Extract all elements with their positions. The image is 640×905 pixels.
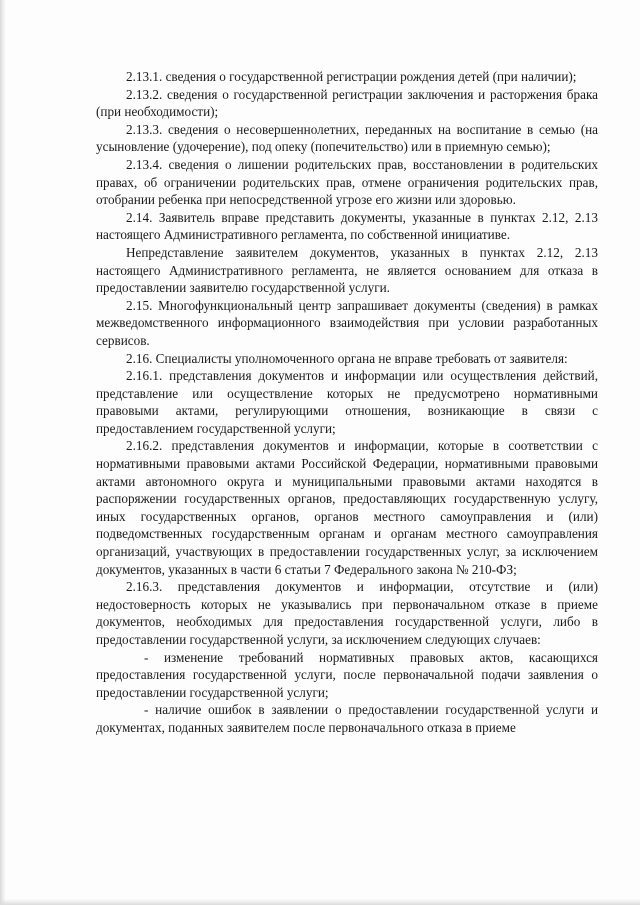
paragraph-2-13-1: 2.13.1. сведения о государственной регистрации рождения детей (при наличии); <box>126 69 577 84</box>
paragraph-2-13-4: 2.13.4. сведения о лишении родительских прав, восстановлении в родительских правах, об ограничении родительских прав, отмене ограничения родительских прав, отобрании ребенка при непосредственной угрозе его жизни или здоровью. <box>96 156 598 208</box>
paragraph-2-16-2: 2.16.2. представления документов и информации, которые в соответствии с нормативными правовыми актами Российской Федерации, нормативными правовыми актами автономного округа и муниципальными правовыми актами находятся в распоряжении государственных органов, предоставляющих государственную услугу, иных государственных органов, органов местного самоуправления и (или) подведомственных государственным органам и органам местного самоуправления организаций, участвующих в предоставлении государственных услуг, за исключением документов, указанных в части 6 статьи 7 Федерального закона № 210-ФЗ; <box>96 438 598 577</box>
scan-left-edge <box>0 0 6 905</box>
paragraph-2-16-1: 2.16.1. представления документов и информации или осуществления действий, представление или осуществление которых не предусмотрено нормативными правовыми актами, регулирующими отношения, возникающие в связи с предоставлением государственной услуги; <box>96 368 598 436</box>
scan-bottom-edge <box>0 899 640 905</box>
paragraph-2-13-3: 2.13.3. сведения о несовершеннолетних, переданных на воспитание в семью (на усыновление (удочерение), под опеку (попечительство) или в приемную семью); <box>96 121 598 155</box>
paragraph-non-submission: Непредставление заявителем документов, указанных в пунктах 2.12, 2.13 настоящего Административного регламента, не является основанием для отказа в предоставлении заявителю государственной услуги. <box>96 244 598 296</box>
paragraph-2-14: 2.14. Заявитель вправе представить документы, указанные в пунктах 2.12, 2.13 настоящего Административного регламента, по собственной инициативе. <box>96 209 598 243</box>
list-item-errors-present: - наличие ошибок в заявлении о предоставлении государственной услуги и документах, поданных заявителем после первоначального отказа в приеме <box>96 702 598 735</box>
paragraph-2-16: 2.16. Специалисты уполномоченного органа не вправе требовать от заявителя: <box>126 350 568 366</box>
paragraph-2-15: 2.15. Многофункциональный центр запрашивает документы (сведения) в рамках межведомственного информационного взаимодействия при условии разработанных сервисов. <box>96 297 598 348</box>
list-item-requirements-change: - изменение требований нормативных правовых актов, касающихся предоставления государственной услуги, после первоначальной подачи заявления о предоставлении государственной услуги; <box>96 649 598 700</box>
paragraph-2-16-3: 2.16.3. представления документов и информации, отсутствие и (или) недостоверность которых не указывались при первоначальном отказе в приеме документов, необходимых для предоставления государственной услуги, либо в предоставлении государственной услуги, за исключением следующих случаев: <box>96 579 598 647</box>
document-body <box>96 68 598 737</box>
paragraph-2-13-2: 2.13.2. сведения о государственной регистрации заключения и расторжения брака (при необходимости); <box>96 86 598 120</box>
